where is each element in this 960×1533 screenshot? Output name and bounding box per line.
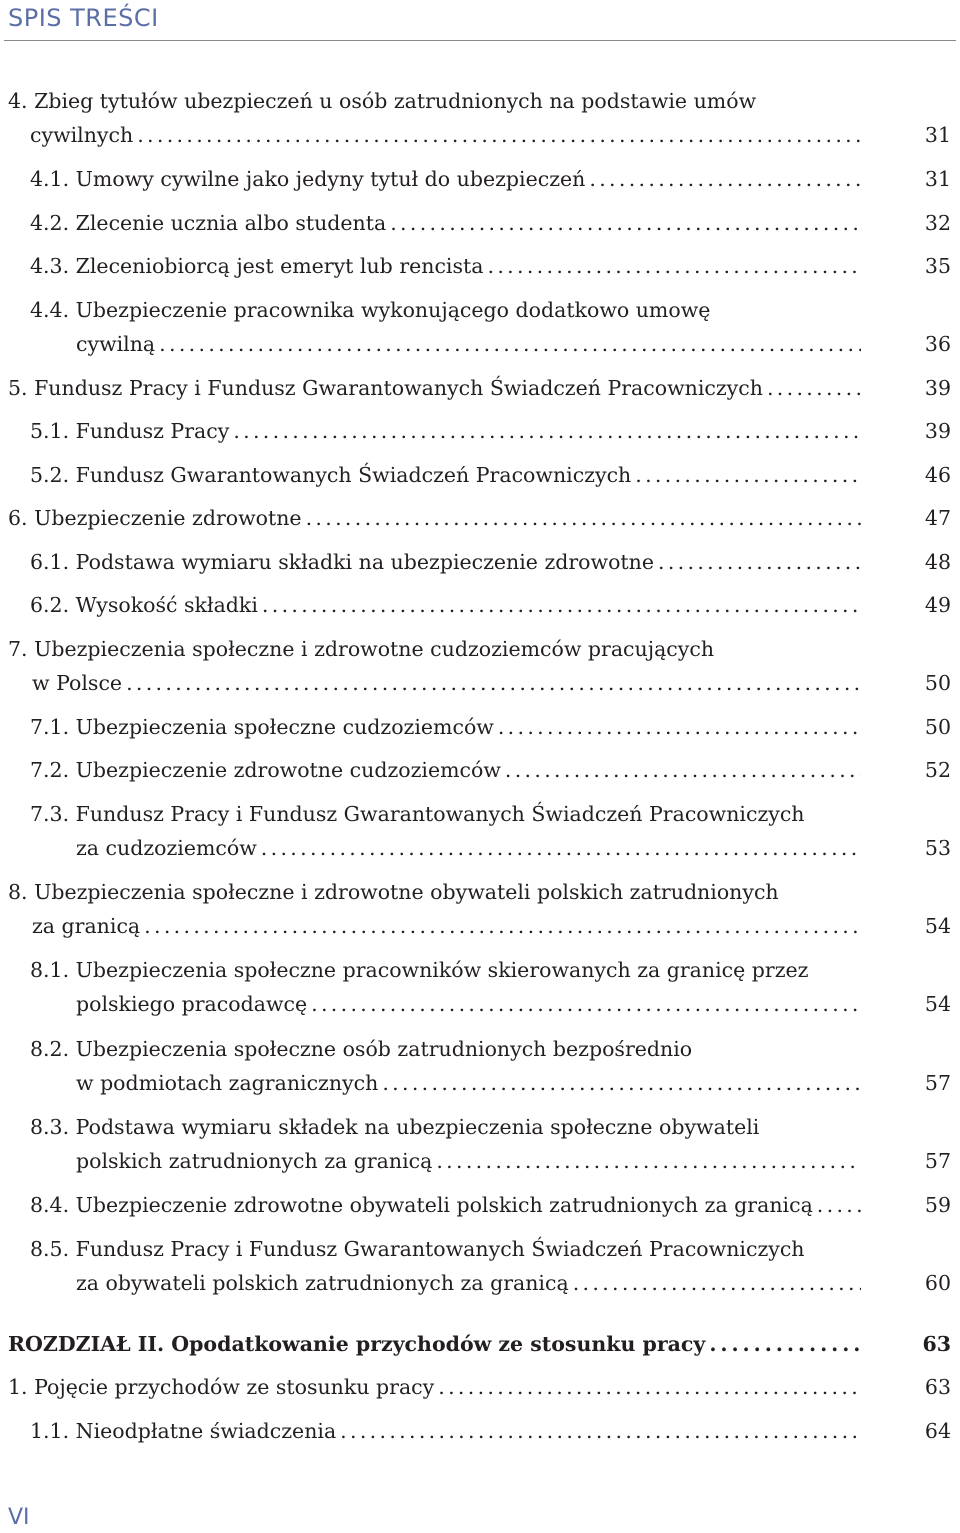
toc-entry-title: 5.2. Fundusz Gwarantowanych Świadczeń Pracowniczych: [30, 458, 635, 492]
toc-entry[interactable]: [8, 458, 951, 492]
toc-entry-heading-line: 7.3. Fundusz Pracy i Fundusz Gwarantowanych Świadczeń Pracowniczych: [30, 802, 805, 826]
toc-entry-line: [8, 1066, 951, 1100]
toc-entry-title: 4.1. Umowy cywilne jako jedyny tytuł do ubezpieczeń: [30, 162, 589, 196]
dot-leader: [505, 753, 861, 787]
dot-leader: [126, 666, 861, 700]
toc-entry-page-number: 57: [924, 1071, 951, 1095]
toc-entry[interactable]: [8, 1327, 951, 1361]
toc-entry[interactable]: [8, 953, 951, 1021]
dot-leader: [262, 588, 861, 622]
toc-entry-title: 4.3. Zleceniobiorcą jest emeryt lub rencista: [30, 249, 487, 283]
toc-entry-title: za granicą: [32, 909, 144, 943]
toc-entry-line: [8, 1266, 951, 1300]
toc-entry-line: [8, 909, 951, 943]
toc-entry-title: 8.4. Ubezpieczenie zdrowotne obywateli polskich zatrudnionych za granicą: [30, 1188, 817, 1222]
toc-entry-heading-line: 8.2. Ubezpieczenia społeczne osób zatrudnionych bezpośrednio: [30, 1037, 693, 1061]
toc-entry-page-number: 63: [922, 1332, 951, 1356]
toc-entry-page-number: 59: [924, 1193, 951, 1217]
toc-entry[interactable]: [8, 632, 951, 700]
dot-leader: [382, 1066, 861, 1100]
toc-entry-line: [8, 710, 951, 744]
dot-leader: [159, 327, 861, 361]
toc-entry[interactable]: [8, 1232, 951, 1300]
toc-entry-title: 1. Pojęcie przychodów ze stosunku pracy: [8, 1370, 438, 1404]
toc-entry-title: za obywateli polskich zatrudnionych za granicą: [76, 1266, 573, 1300]
toc-entry-page-number: 57: [924, 1149, 951, 1173]
toc-entry-line: [8, 545, 951, 579]
dot-leader: [658, 545, 861, 579]
dot-leader: [573, 1266, 861, 1300]
toc-entry-page-number: 54: [924, 992, 951, 1016]
page-number: VI: [8, 1505, 30, 1530]
toc-entry-page-number: 39: [924, 376, 951, 400]
toc-entry-line: [8, 666, 951, 700]
toc-entry-line: [8, 327, 951, 361]
dot-leader: [438, 1370, 861, 1404]
toc-entry[interactable]: [8, 414, 951, 448]
dot-leader: [306, 501, 861, 535]
toc-entry-page-number: 54: [924, 914, 951, 938]
toc-entry-page-number: 39: [924, 419, 951, 443]
toc-entry-heading-line: 8.3. Podstawa wymiaru składek na ubezpieczenia społeczne obywateli: [30, 1115, 760, 1139]
toc-entry-line: [8, 118, 951, 152]
toc-entry-title: 7.1. Ubezpieczenia społeczne cudzoziemców: [30, 710, 498, 744]
toc-entry-title: 7.2. Ubezpieczenie zdrowotne cudzoziemców: [30, 753, 505, 787]
toc-entry-line: [8, 1370, 951, 1404]
dot-leader: [261, 831, 861, 865]
dot-leader: [767, 371, 861, 405]
dot-leader: [311, 987, 861, 1021]
toc-entry-heading-line: 4.4. Ubezpieczenie pracownika wykonującego dodatkowo umowę: [30, 298, 711, 322]
toc-entry[interactable]: [8, 753, 951, 787]
dot-leader: [390, 206, 861, 240]
toc-entry-line: [8, 1327, 951, 1361]
toc-entry-title: polskiego pracodawcę: [76, 987, 311, 1021]
page-header: [4, 0, 956, 41]
toc-entry-page-number: 31: [924, 123, 951, 147]
toc-entry-page-number: 31: [924, 167, 951, 191]
toc-entry-page-number: 53: [924, 836, 951, 860]
toc-entry[interactable]: [8, 545, 951, 579]
toc-entry-page-number: 35: [924, 254, 951, 278]
toc-entry[interactable]: [8, 1032, 951, 1100]
toc-entry-page-number: 47: [924, 506, 951, 530]
toc-entry[interactable]: [8, 797, 951, 865]
toc-entry-page-number: 32: [924, 211, 951, 235]
toc-entry[interactable]: [8, 249, 951, 283]
toc-entry[interactable]: [8, 710, 951, 744]
dot-leader: [340, 1414, 861, 1448]
toc-entry-heading-line: 7. Ubezpieczenia społeczne i zdrowotne cudzoziemców pracujących: [8, 637, 715, 661]
toc-entry-page-number: 63: [924, 1375, 951, 1399]
toc-entry[interactable]: [8, 875, 951, 943]
toc-entry-title: 6.1. Podstawa wymiaru składki na ubezpieczenie zdrowotne: [30, 545, 658, 579]
section-title: SPIS TREŚCI: [8, 4, 159, 32]
toc-entry-line: [8, 987, 951, 1021]
dot-leader: [487, 249, 861, 283]
toc-entry-line: [8, 414, 951, 448]
toc-entry-page-number: 52: [924, 758, 951, 782]
toc-entry-page-number: 50: [924, 715, 951, 739]
dot-leader: [137, 118, 861, 152]
toc-entry[interactable]: [8, 501, 951, 535]
toc-entry-heading-line: 8.5. Fundusz Pracy i Fundusz Gwarantowanych Świadczeń Pracowniczych: [30, 1237, 805, 1261]
toc-entry-page-number: 48: [924, 550, 951, 574]
toc-entry-title: 6.2. Wysokość składki: [30, 588, 262, 622]
dot-leader: [144, 909, 861, 943]
toc-entry-line: [8, 831, 951, 865]
dot-leader: [589, 162, 861, 196]
toc-entry-heading-line: 8. Ubezpieczenia społeczne i zdrowotne obywateli polskich zatrudnionych: [8, 880, 779, 904]
dot-leader: [233, 414, 861, 448]
toc-entry-page-number: 36: [924, 332, 951, 356]
toc-entry-line: [8, 1414, 951, 1448]
toc-entry-heading-line: 8.1. Ubezpieczenia społeczne pracowników skierowanych za granicę przez: [30, 958, 809, 982]
toc-entry-title: cywilną: [76, 327, 159, 361]
toc-entry-line: [8, 1188, 951, 1222]
toc-entry[interactable]: [8, 588, 951, 622]
toc-entry[interactable]: [8, 371, 951, 405]
dot-leader: [635, 458, 861, 492]
toc-entry-page-number: 46: [924, 463, 951, 487]
toc-entry[interactable]: [8, 1414, 951, 1448]
toc-entry-title: 1.1. Nieodpłatne świadczenia: [30, 1414, 340, 1448]
toc-entry-title: w Polsce: [32, 666, 126, 700]
toc-entry-title: 5. Fundusz Pracy i Fundusz Gwarantowanych Świadczeń Pracowniczych: [8, 371, 767, 405]
toc-entry[interactable]: [8, 162, 951, 196]
toc-entry-title: cywilnych: [30, 118, 137, 152]
toc-entry-line: [8, 206, 951, 240]
toc-entry-line: [8, 162, 951, 196]
toc-entry-title: 5.1. Fundusz Pracy: [30, 414, 233, 448]
toc-entry[interactable]: [8, 206, 951, 240]
toc-entry-heading-line: 4. Zbieg tytułów ubezpieczeń u osób zatrudnionych na podstawie umów: [8, 89, 757, 113]
toc-entry-line: [8, 501, 951, 535]
toc-entry-title: w podmiotach zagranicznych: [76, 1066, 382, 1100]
toc-entry-title: 6. Ubezpieczenie zdrowotne: [8, 501, 306, 535]
toc-entry[interactable]: [8, 293, 951, 361]
toc-entry-line: [8, 371, 951, 405]
toc-entry[interactable]: [8, 1110, 951, 1178]
toc-entry-page-number: 50: [924, 671, 951, 695]
toc-entry-line: [8, 588, 951, 622]
toc-entry-title: polskich zatrudnionych za granicą: [76, 1144, 436, 1178]
toc-entry-line: [8, 458, 951, 492]
toc-entry-page-number: 49: [924, 593, 951, 617]
toc-entry-page-number: 64: [924, 1419, 951, 1443]
dot-leader: [817, 1188, 861, 1222]
dot-leader: [709, 1327, 861, 1361]
toc-entry[interactable]: [8, 84, 951, 152]
toc-entry-line: [8, 753, 951, 787]
toc-entry-line: [8, 249, 951, 283]
toc-entry-title: za cudzoziemców: [76, 831, 261, 865]
dot-leader: [436, 1144, 861, 1178]
toc-entry-title: 4.2. Zlecenie ucznia albo studenta: [30, 206, 390, 240]
toc-entry-title: ROZDZIAŁ II. Opodatkowanie przychodów ze stosunku pracy: [8, 1327, 709, 1361]
dot-leader: [498, 710, 861, 744]
toc-entry-line: [8, 1144, 951, 1178]
toc-entry[interactable]: [8, 1188, 951, 1222]
toc-entry-page-number: 60: [924, 1271, 951, 1295]
toc-entry[interactable]: [8, 1370, 951, 1404]
